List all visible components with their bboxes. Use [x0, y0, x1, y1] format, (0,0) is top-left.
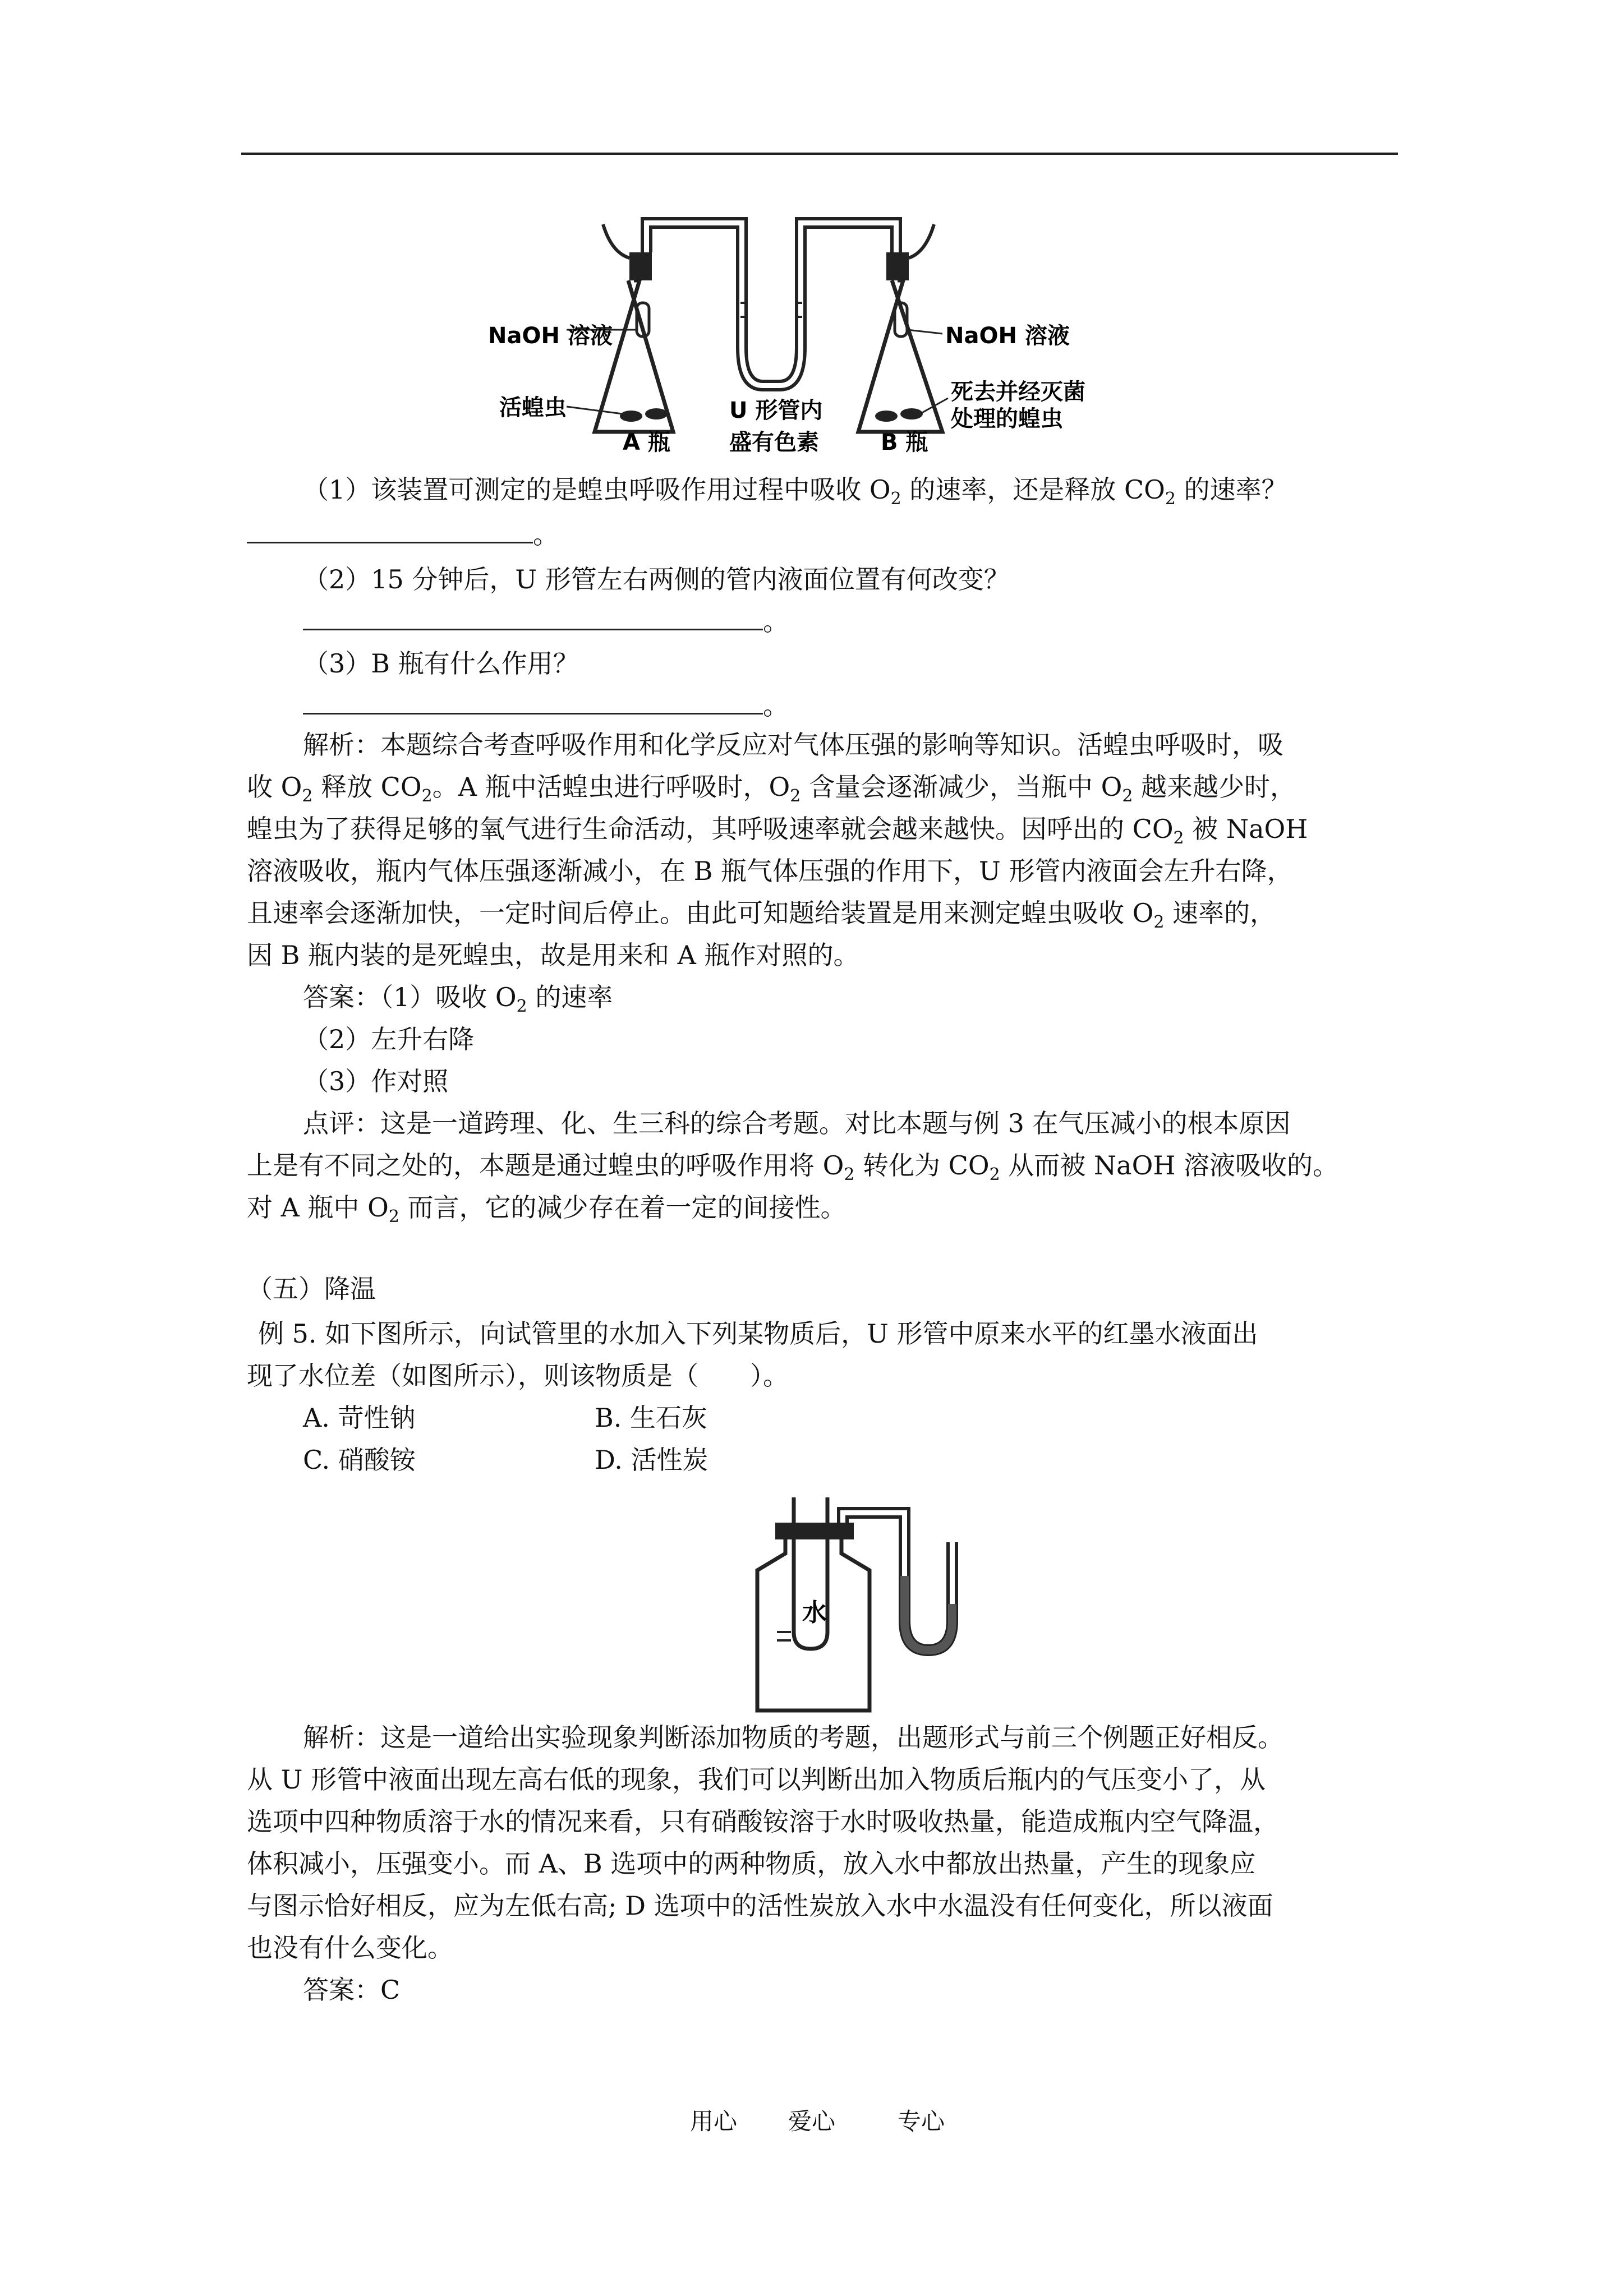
analysis-2-line-6: 也没有什么变化。	[247, 1933, 453, 1963]
question-2: （2）15 分钟后，U 形管左右两侧的管内液面位置有何改变？	[303, 564, 1010, 594]
right-contents-label-2: 处理的蝗虫	[951, 406, 1063, 432]
footer-word-3: 专心	[898, 2108, 945, 2135]
example-5-line-1: 例 5. 如下图所示，向试管里的水加入下列某物质后，U 形管中原来水平的红墨水液面出	[258, 1318, 1258, 1349]
left-contents-label: 活蝗虫	[499, 395, 567, 421]
u-tube-label-1: U 形管内	[729, 398, 823, 423]
locust-b2	[900, 408, 923, 419]
analysis-1-line-1: 解析：本题综合考查呼吸作用和化学反应对气体压强的影响等知识。活蝗虫呼吸时，吸	[303, 730, 1283, 760]
answer-blank-1[interactable]: 。	[247, 519, 559, 550]
u-tube-label-2: 盛有色素	[729, 430, 819, 455]
answer-1: 答案：（1）吸收 $O_2$ 的速率	[303, 982, 613, 1016]
stopper-b	[886, 252, 909, 280]
locust-a2	[645, 408, 668, 419]
analysis-1-line-3: 蝗虫为了获得足够的氧气进行生命活动，其呼吸速率就会越来越快。因呼出的 $CO_2$ 被 NaOH	[247, 814, 1308, 848]
option-c[interactable]: C. 硝酸铵	[303, 1445, 416, 1475]
option-a[interactable]: A. 苛性钠	[303, 1403, 416, 1433]
analysis-2-line-3: 选项中四种物质溶于水的情况来看，只有硝酸铵溶于水时吸收热量，能造成瓶内空气降温，	[247, 1806, 1279, 1837]
question-3: （3）B 瓶有什么作用？	[303, 648, 579, 679]
connecting-tube	[642, 219, 900, 381]
answer-blank-2[interactable]: 。	[303, 606, 789, 637]
option-d[interactable]: D. 活性炭	[595, 1445, 709, 1475]
comment-line-1: 点评：这是一道跨理、化、生三科的综合考题。对比本题与例 3 在气压减小的根本原因	[303, 1108, 1291, 1138]
analysis-2-line-4: 体积减小，压强变小。而 A、B 选项中的两种物质，放入水中都放出热量，产生的现象应	[247, 1848, 1256, 1879]
locust-b1	[875, 411, 898, 422]
footer-word-2: 爱心	[788, 2108, 836, 2135]
option-b[interactable]: B. 生石灰	[595, 1403, 708, 1433]
bottle-a-label: A 瓶	[623, 430, 670, 455]
bottle-u-tube-figure	[740, 1492, 976, 1716]
right-contents-label-1: 死去并经灭菌	[951, 379, 1085, 405]
example-5-line-2: 现了水位差（如图所示），则该物质是（ ）。	[247, 1361, 789, 1391]
analysis-1-line-4: 溶液吸收，瓶内气体压强逐渐减小，在 B 瓶气体压强的作用下，U 形管内液面会左升右降，	[247, 856, 1293, 886]
comment-line-2: 上是有不同之处的，本题是通过蝗虫的呼吸作用将 $O_2$ 转化为 $CO_2$ 从而被 NaOH 溶液吸收的。	[247, 1150, 1339, 1184]
water-label: 水	[802, 1598, 827, 1627]
locust-a1	[620, 411, 642, 422]
analysis-2-line-1: 解析：这是一道给出实验现象判断添加物质的考题，出题形式与前三个例题正好相反。	[303, 1722, 1283, 1753]
answer-blank-3[interactable]: 。	[303, 690, 789, 721]
answer-3: （3）作对照	[303, 1066, 449, 1096]
bottle-stopper	[775, 1523, 854, 1539]
question-1: （1）该装置可测定的是蝗虫呼吸作用过程中吸收 $O_2$ 的速率，还是释放 $CO_2$ 的速率？	[303, 474, 1287, 509]
stopper-a	[629, 252, 652, 280]
header-rule	[241, 153, 1398, 155]
analysis-2-line-2: 从 U 形管中液面出现左高右低的现象，我们可以判断出加入物质后瓶内的气压变小了，从	[247, 1764, 1266, 1795]
comment-line-3: 对 A 瓶中 $O_2$ 而言，它的减少存在着一定的间接性。	[247, 1192, 846, 1227]
left-reagent-label: NaOH 溶液	[488, 323, 613, 349]
footer-word-1: 用心	[690, 2108, 738, 2135]
analysis-1-line-6: 因 B 瓶内装的是死蝗虫，故是用来和 A 瓶作对照的。	[247, 940, 859, 970]
answer-c: 答案：C	[303, 1975, 401, 2005]
analysis-1-line-2: 收 $O_2$ 释放 $CO_2$。A 瓶中活蝗虫进行呼吸时，$O_2$ 含量会逐渐减少，当瓶中 $O_2$ 越来越少时，	[247, 772, 1296, 806]
respiration-apparatus-figure	[482, 196, 1156, 465]
analysis-1-line-5: 且速率会逐渐加快，一定时间后停止。由此可知题给装置是用来测定蝗虫吸收 $O_2$ 速率的，	[247, 898, 1276, 932]
bottle-b-label: B 瓶	[881, 430, 928, 455]
analysis-2-line-5: 与图示恰好相反，应为左低右高; D 选项中的活性炭放入水中水温没有任何变化，所以液面	[247, 1891, 1273, 1921]
section-title: （五）降温	[247, 1274, 376, 1304]
answer-2: （2）左升右降	[303, 1024, 475, 1054]
right-reagent-label: NaOH 溶液	[945, 323, 1070, 349]
